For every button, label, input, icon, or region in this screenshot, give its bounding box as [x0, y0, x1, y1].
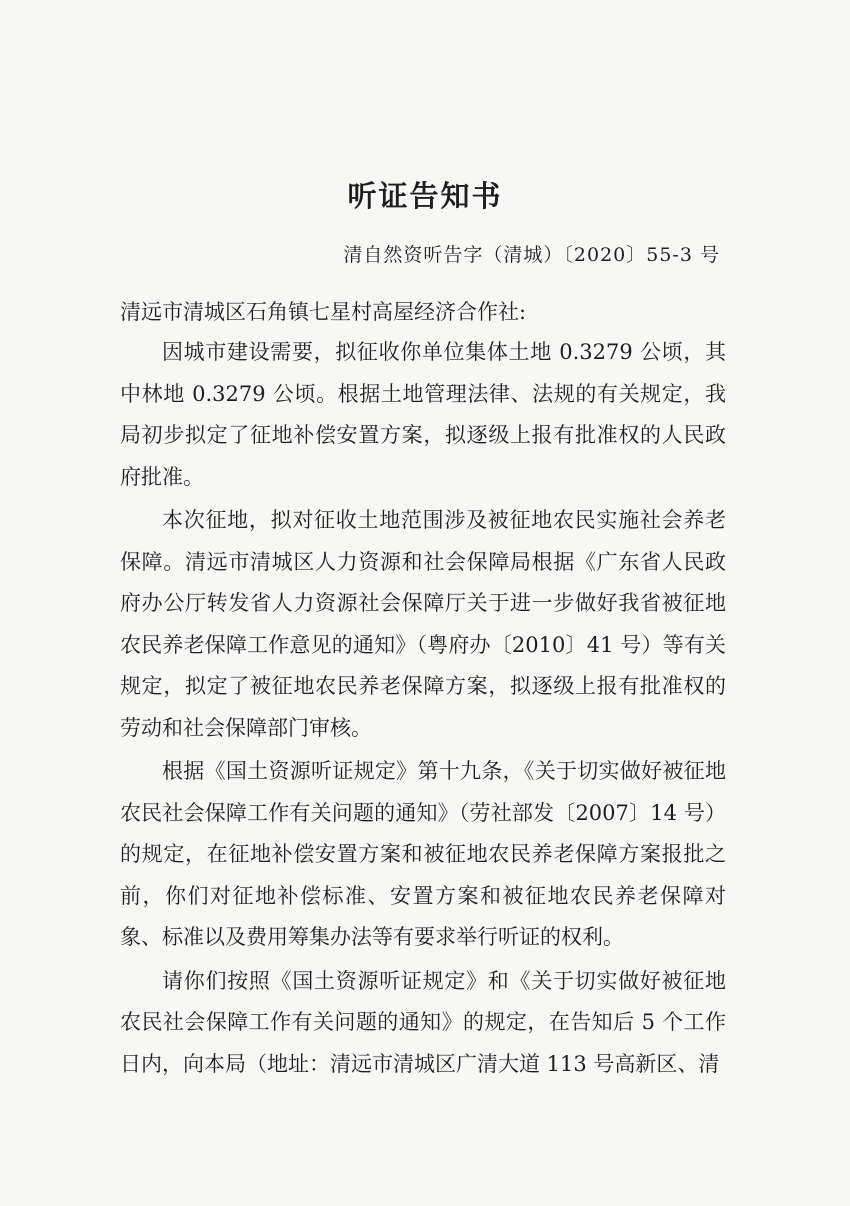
document-body: [120, 292, 726, 1085]
paragraph-pension-security: 本次征地，拟对征收土地范围涉及被征地农民实施社会养老保障。清远市清城区人力资源和社会保障局根据《广东省人民政府办公厅转发省人力资源社会保障厅关于进一步做好我省被征地农民养老保障工作意见的通知》（粤府办〔2010〕41 号）等有关规定，拟定了被征地农民养老保障方案，拟逐级上报有批准权的劳动和社会保障部门审核。: [120, 508, 726, 740]
document-title: 听证告知书: [347, 179, 503, 213]
paragraph-hearing-rights: 根据《国土资源听证规定》第十九条，《关于切实做好被征地农民社会保障工作有关问题的通知》（劳社部发〔2007〕14 号）的规定，在征地补偿安置方案和被征地农民养老保障方案报批之前，你们对征地补偿标准、安置方案和被征地农民养老保障对象、标准以及费用筹集办法等有要求举行听证的权利。: [120, 759, 726, 949]
salutation: 清远市清城区石角镇七星村高屋经济合作社:: [120, 300, 527, 324]
paragraph-land-acquisition: 因城市建设需要，拟征收你单位集体土地 0.3279 公顷，其中林地 0.3279 公顷。根据土地管理法律、法规的有关规定，我局初步拟定了征地补偿安置方案，拟逐级上报有批准权的人民政府批准。: [120, 340, 726, 489]
document-number: 清自然资听告字（清城）〔2020〕55-3 号: [343, 244, 720, 266]
paragraph-hearing-request: 请你们按照《国土资源听证规定》和《关于切实做好被征地农民社会保障工作有关问题的通知》的规定，在告知后 5 个工作日内，向本局（地址：清远市清城区广清大道 113 号高新区、清: [120, 968, 726, 1076]
